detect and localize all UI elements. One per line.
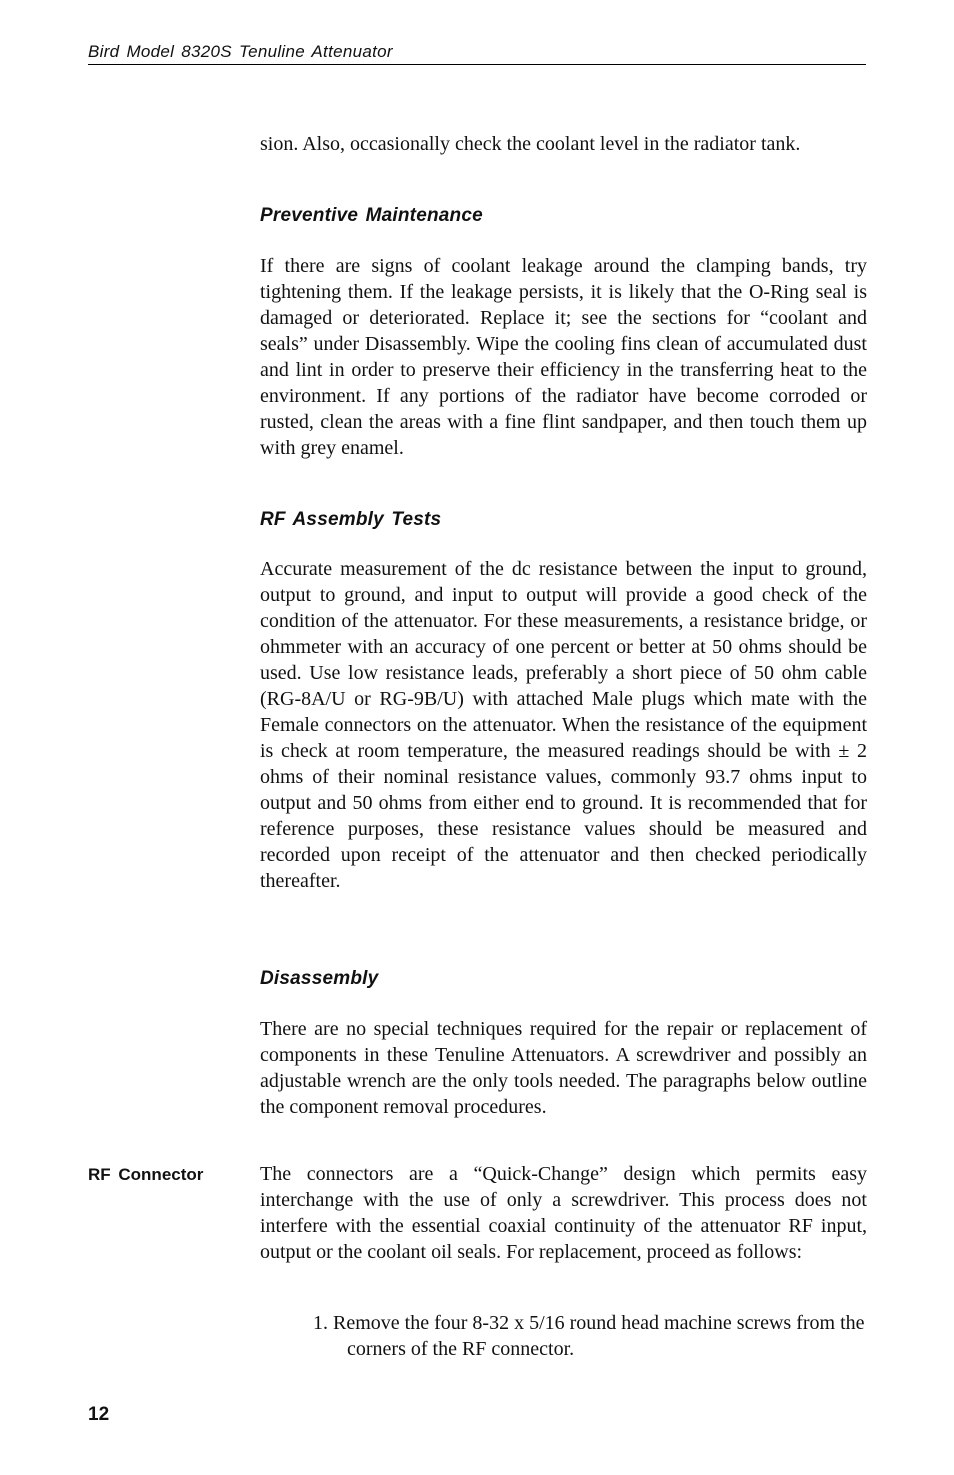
page-number: 12 xyxy=(88,1404,110,1425)
rf-connector-side-label: RF Connector xyxy=(88,1165,204,1184)
preventive-maintenance-heading: Preventive Maintenance xyxy=(260,205,483,226)
disassembly-heading: Disassembly xyxy=(260,968,379,989)
rf-connector-paragraph: The connectors are a “Quick-Change” design which permits easy interchange with the use of only a screwdriver. This process does not interfere with the essential coaxial continuity of the attenuator RF input, output or the coolant oil seals. For replacement, proceed as follows: xyxy=(260,1163,867,1263)
intro-paragraph: sion. Also, occasionally check the coolant level in the radiator tank. xyxy=(260,133,801,155)
running-header: Bird Model 8320S Tenuline Attenuator xyxy=(88,42,866,65)
preventive-maintenance-paragraph: If there are signs of coolant leakage around the clamping bands, try tightening them. If the leakage persists, it is likely that the O-Ring seal is damaged or deteriorated. Replace it; see the sections for “coolant and seals” under Disassembly. Wipe the cooling fins clean of accumulated dust and lint in order to preserve their efficiency in the transferring heat to the environment. If any portions of the radiator have become corroded or rusted, clean the areas with a fine flint sandpaper, and then touch them up with grey enamel. xyxy=(260,255,867,459)
rf-assembly-tests-heading: RF Assembly Tests xyxy=(260,509,442,530)
rf-assembly-tests-paragraph: Accurate measurement of the dc resistance between the input to ground, output to ground, and input to output will provide a good check of the condition of the attenuator. For these measurements, a resistance bridge, or ohmmeter with an accuracy of one percent or better at 50 ohms should be used. Use low resistance leads, preferably a short piece of 50 ohm cable (RG-8A/U or RG-9B/U) with attached Male plugs which mate with the Female connectors on the attenuator. When the resistance of the equipment is check at room temperature, the measured readings should be with ± 2 ohms of their nominal resistance values, commonly 93.7 ohms input to output and 50 ohms from either end to ground. It is recommended that for reference purposes, these resistance values should be measured and recorded upon receipt of the attenuator and then checked periodically thereafter. xyxy=(260,558,867,892)
disassembly-paragraph: There are no special techniques required for the repair or replacement of components in these Tenuline Attenuators. A screwdriver and possibly an adjustable wrench are the only tools needed. The paragraphs below outline the component removal procedures. xyxy=(260,1018,867,1118)
list-item: 1. Remove the four 8-32 x 5/16 round head machine screws from the corners of the RF connector. xyxy=(313,1312,865,1360)
